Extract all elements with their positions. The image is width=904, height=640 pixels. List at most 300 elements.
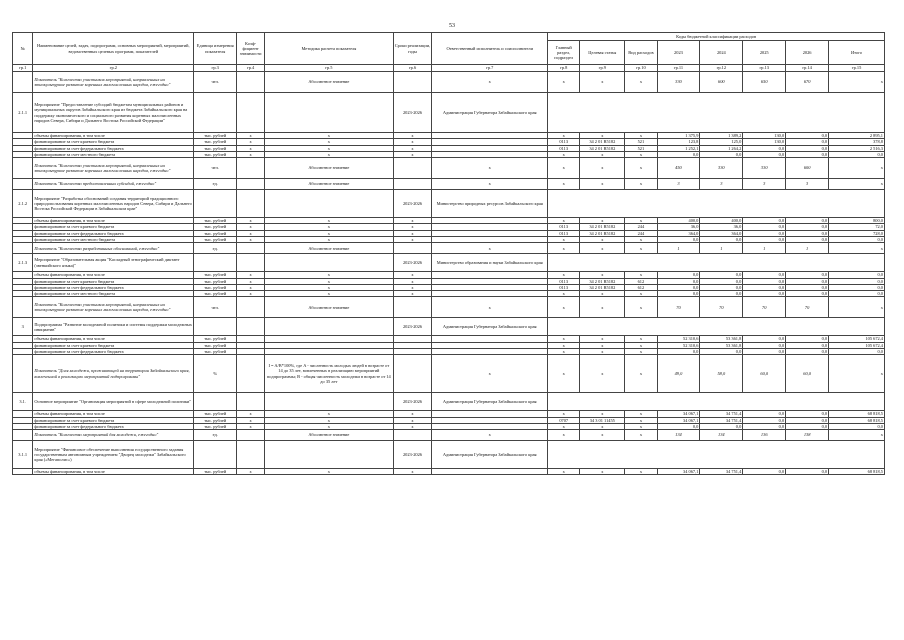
unit-cell: тыс. рублей — [194, 218, 237, 224]
method-cell: x — [265, 284, 394, 290]
coef-cell: x — [237, 423, 265, 429]
method-cell: x — [265, 145, 394, 151]
coef-cell — [237, 190, 265, 218]
method-cell: Абсолютное значение — [265, 158, 394, 179]
vid-cell: x — [625, 430, 657, 441]
unit-cell — [194, 318, 237, 336]
stat-cell: x — [580, 158, 625, 179]
y2024-cell: 3 — [700, 179, 743, 190]
y2023-cell: 34 067,1 — [657, 417, 700, 423]
glav-cell: 0113 — [548, 230, 580, 236]
coef-cell: x — [237, 278, 265, 284]
resp-cell: x — [432, 243, 548, 254]
glav-cell: x — [548, 151, 580, 157]
y2024-cell: 0,0 — [700, 151, 743, 157]
stat-cell: x — [580, 72, 625, 93]
stat-cell: 34 2 01 R5182 — [580, 278, 625, 284]
vid-cell: 521 — [625, 139, 657, 145]
y2023-cell: 0,0 — [657, 348, 700, 354]
y2025-cell: 70 — [743, 297, 786, 318]
method-cell: I = A/B*100%, где A - численность молодых людей в возрасте от 14 до 35 лет, вовлеченных в реализацию мероприятий подпрограммы; B - общая численность молодежи в возрасте от 14 до 35 лет — [265, 355, 394, 393]
unit-cell: тыс. рублей — [194, 348, 237, 354]
y2026-cell: 0,0 — [786, 151, 829, 157]
term-cell: x — [393, 423, 432, 429]
y2023-cell: 0,0 — [657, 272, 700, 278]
coef-cell: x — [237, 133, 265, 139]
codes-filler-cell — [548, 393, 885, 411]
y2026-cell: 0,0 — [786, 291, 829, 297]
y2025-cell: 0,0 — [743, 291, 786, 297]
glav-cell: x — [548, 236, 580, 242]
y2026-cell: 0,0 — [786, 342, 829, 348]
y2025-cell: 0,0 — [743, 218, 786, 224]
coef-cell — [237, 254, 265, 272]
y2023-cell: 330 — [657, 72, 700, 93]
total-cell: 105 672,4 — [829, 342, 885, 348]
y2025-cell: 0,0 — [743, 417, 786, 423]
term-cell: x — [393, 224, 432, 230]
indicator-row — [13, 72, 885, 93]
num-cell — [13, 179, 33, 190]
unit-cell: чел. — [194, 72, 237, 93]
y2023-cell: 1 375,9 — [657, 133, 700, 139]
y2024-cell: 0,0 — [700, 348, 743, 354]
y2023-cell: 3 — [657, 179, 700, 190]
name-cell: Основное мероприятие "Организация мероприятий в сфере молодежной политики" — [33, 393, 194, 411]
resp-cell: Администрация Губернатора Забайкальского края — [432, 441, 548, 469]
term-cell: 2023-2026 — [393, 318, 432, 336]
y2025-cell: 130,0 — [743, 133, 786, 139]
method-cell: x — [265, 291, 394, 297]
y2025-cell: 0,0 — [743, 411, 786, 417]
column-index-cell: гр.8 — [548, 65, 580, 72]
method-cell: x — [265, 133, 394, 139]
y2023-cell: 0,0 — [657, 291, 700, 297]
y2024-cell: 0,0 — [700, 272, 743, 278]
activity-row — [13, 254, 885, 272]
name-cell: финансирование за счет федерального бюджета — [33, 284, 194, 290]
glav-cell: x — [548, 355, 580, 393]
y2024-cell: 0,0 — [700, 284, 743, 290]
y2025-cell: 650 — [743, 72, 786, 93]
y2024-cell: 0,0 — [700, 423, 743, 429]
y2026-cell: 0,0 — [786, 469, 829, 475]
name-cell: Показатель "Количество участников мероприятий, направленных на этнокультурное развитие коренных малочисленных народов, ежегодно" — [33, 72, 194, 93]
method-cell: x — [265, 272, 394, 278]
column-index-cell: гр.5 — [265, 65, 394, 72]
y2026-cell: 0,0 — [786, 224, 829, 230]
name-cell: финансирование за счет федерального бюджета — [33, 348, 194, 354]
num-cell — [13, 158, 33, 179]
name-cell: финансирование за счет местного бюджета — [33, 236, 194, 242]
coef-cell: x — [237, 291, 265, 297]
term-cell — [393, 179, 432, 190]
y2024-cell: 58,0 — [700, 355, 743, 393]
codes-filler-cell — [548, 190, 885, 218]
column-index-cell: гр.15 — [829, 65, 885, 72]
y2026-cell: 70 — [786, 297, 829, 318]
y2024-cell: 0,0 — [700, 236, 743, 242]
y2024-cell: 134 — [700, 430, 743, 441]
column-index-cell: гр.13 — [743, 65, 786, 72]
stat-cell: 34 2 01 R5182 — [580, 224, 625, 230]
y2023-cell: 364,0 — [657, 230, 700, 236]
method-cell: x — [265, 139, 394, 145]
y2024-cell: 53 361,8 — [700, 336, 743, 342]
name-cell: объемы финансирования, в том числе — [33, 133, 194, 139]
indicator-row — [13, 430, 885, 441]
term-cell — [393, 72, 432, 93]
total-cell: 728,0 — [829, 230, 885, 236]
y2023-cell: 0,0 — [657, 151, 700, 157]
column-index-cell: гр.2 — [33, 65, 194, 72]
total-cell: 105 672,4 — [829, 336, 885, 342]
num-cell: 2.1.1 — [13, 93, 33, 133]
y2025-cell: 330 — [743, 158, 786, 179]
unit-cell: тыс. рублей — [194, 411, 237, 417]
y2025-cell: 0,0 — [743, 342, 786, 348]
vid-cell: x — [625, 417, 657, 423]
header-stat: Целевая статья — [580, 41, 625, 65]
total-cell: 72,0 — [829, 224, 885, 230]
unit-cell: тыс. рублей — [194, 291, 237, 297]
unit-cell: % — [194, 355, 237, 393]
num-cell — [13, 469, 33, 475]
coef-cell: x — [237, 151, 265, 157]
method-cell: Абсолютное значение — [265, 72, 394, 93]
term-cell: 2023-2026 — [393, 393, 432, 411]
vid-cell: x — [625, 272, 657, 278]
y2025-cell: 0,0 — [743, 230, 786, 236]
total-cell: 68 818,5 — [829, 469, 885, 475]
y2023-cell: 450 — [657, 158, 700, 179]
total-cell: 0,0 — [829, 291, 885, 297]
term-cell — [393, 297, 432, 318]
unit-cell — [194, 254, 237, 272]
stat-cell: x — [580, 243, 625, 254]
name-cell: объемы финансирования, в том числе — [33, 218, 194, 224]
y2024-cell: 34 751,4 — [700, 417, 743, 423]
vid-cell: x — [625, 236, 657, 242]
header-method: Методика расчета показателя — [265, 33, 394, 65]
term-cell: 2023-2026 — [393, 190, 432, 218]
stat-cell: 34 3 01 11455 — [580, 417, 625, 423]
glav-cell: x — [548, 469, 580, 475]
activity-row — [13, 190, 885, 218]
coef-cell — [237, 179, 265, 190]
y2026-cell: 0,0 — [786, 284, 829, 290]
resp-cell: Министерство природных ресурсов Забайкальского края — [432, 190, 548, 218]
stat-cell: x — [580, 430, 625, 441]
y2023-cell: 34 067,1 — [657, 469, 700, 475]
vid-cell: x — [625, 179, 657, 190]
total-cell: 2 895,1 — [829, 133, 885, 139]
glav-cell: x — [548, 342, 580, 348]
name-cell: Мероприятие "Финансовое обеспечение выполнения государственного задания государственным автономным учреждением "Дворец молодежи" Забайкальского края («Мегаполис») — [33, 441, 194, 469]
header-name: Наименование целей, задач, подпрограмм, основных мероприятий, мероприятий, ведомственных целевых программ, показателей — [33, 33, 194, 65]
name-cell: финансирование за счет краевого бюджета — [33, 417, 194, 423]
header-term: Сроки реализации, годы — [393, 33, 432, 65]
term-cell — [393, 355, 432, 393]
coef-cell: x — [237, 224, 265, 230]
y2023-cell: 52 310,6 — [657, 342, 700, 348]
vid-cell: x — [625, 72, 657, 93]
coef-cell: x — [237, 411, 265, 417]
y2023-cell: 0,0 — [657, 278, 700, 284]
coef-cell: x — [237, 272, 265, 278]
resp-cell: Администрация Губернатора Забайкальского края — [432, 393, 548, 411]
y2024-cell: 34 751,4 — [700, 411, 743, 417]
method-cell: Абсолютное значение — [265, 297, 394, 318]
header-coef: Коэффициент значимости — [237, 33, 265, 65]
coef-cell: x — [237, 139, 265, 145]
activity-row — [13, 441, 885, 469]
coef-cell: x — [237, 284, 265, 290]
num-cell: 3.1. — [13, 393, 33, 411]
glav-cell: 0113 — [548, 284, 580, 290]
glav-cell: x — [548, 348, 580, 354]
vid-cell: x — [625, 158, 657, 179]
total-cell: x — [829, 355, 885, 393]
total-cell: 2 516,3 — [829, 145, 885, 151]
glav-cell: x — [548, 72, 580, 93]
column-index-cell: гр.1 — [13, 65, 33, 72]
indicator-row — [13, 158, 885, 179]
y2026-cell: 0,0 — [786, 348, 829, 354]
y2025-cell: 0,0 — [743, 284, 786, 290]
method-cell: Абсолютное значение — [265, 179, 394, 190]
column-index-cell: гр.9 — [580, 65, 625, 72]
y2023-cell: 1 — [657, 243, 700, 254]
column-index-cell: гр.11 — [657, 65, 700, 72]
term-cell: x — [393, 411, 432, 417]
indicator-row — [13, 297, 885, 318]
y2023-cell: 0,0 — [657, 423, 700, 429]
unit-cell: тыс. рублей — [194, 230, 237, 236]
glav-cell: x — [548, 297, 580, 318]
stat-cell: x — [580, 179, 625, 190]
glav-cell: x — [548, 423, 580, 429]
term-cell: x — [393, 291, 432, 297]
header-2024: 2024 — [700, 41, 743, 65]
y2023-cell: 0,0 — [657, 236, 700, 242]
total-cell: 68 818,5 — [829, 411, 885, 417]
resp-cell: x — [432, 430, 548, 441]
page-number: 53 — [449, 23, 455, 29]
codes-filler-cell — [548, 318, 885, 336]
name-cell: Показатель "Доля молодежи, проживающей на территории Забайкальского края, вовлеченной в реализацию мероприятий подпрограммы" — [33, 355, 194, 393]
header-num: № — [13, 33, 33, 65]
y2025-cell: 0,0 — [743, 151, 786, 157]
stat-cell: x — [580, 297, 625, 318]
y2025-cell: 1 — [743, 243, 786, 254]
unit-cell: чел. — [194, 297, 237, 318]
vid-cell: x — [625, 151, 657, 157]
term-cell: x — [393, 230, 432, 236]
column-index-cell: гр.7 — [432, 65, 548, 72]
glav-cell: 0707 — [548, 417, 580, 423]
unit-cell: тыс. рублей — [194, 145, 237, 151]
header-total: Итого — [829, 41, 885, 65]
y2026-cell: 0,0 — [786, 423, 829, 429]
num-cell — [13, 430, 33, 441]
glav-cell: 0113 — [548, 278, 580, 284]
glav-cell: x — [548, 158, 580, 179]
y2025-cell: 3 — [743, 179, 786, 190]
num-cell: 3.1.1 — [13, 441, 33, 469]
resp-cell: x — [432, 72, 548, 93]
y2026-cell: 0,0 — [786, 133, 829, 139]
coef-cell: x — [237, 230, 265, 236]
total-cell: x — [829, 179, 885, 190]
name-cell: финансирование за счет краевого бюджета — [33, 139, 194, 145]
header-2023: 2023 — [657, 41, 700, 65]
total-cell: 0,0 — [829, 151, 885, 157]
unit-cell: тыс. рублей — [194, 342, 237, 348]
coef-cell — [237, 243, 265, 254]
glav-cell: x — [548, 218, 580, 224]
name-cell: финансирование за счет федерального бюджета — [33, 423, 194, 429]
header-resp: Ответственный исполнитель и соисполнители — [432, 33, 548, 65]
name-cell: финансирование за счет краевого бюджета — [33, 224, 194, 230]
name-cell: финансирование за счет федерального бюджета — [33, 145, 194, 151]
term-cell: x — [393, 278, 432, 284]
coef-cell — [237, 93, 265, 133]
y2023-cell: 36,0 — [657, 224, 700, 230]
y2023-cell: 0,0 — [657, 284, 700, 290]
y2024-cell: 53 361,8 — [700, 342, 743, 348]
y2023-cell: 52 310,6 — [657, 336, 700, 342]
column-index-cell: гр.3 — [194, 65, 237, 72]
unit-cell: тыс. рублей — [194, 469, 237, 475]
stat-cell: x — [580, 133, 625, 139]
stat-cell: x — [580, 355, 625, 393]
name-cell: Мероприятие "Образовательная акция "Касладный этнографический диктант (эвенкийского языка)" — [33, 254, 194, 272]
method-cell: Абсолютное значение — [265, 430, 394, 441]
stat-cell: 34 2 01 R5182 — [580, 139, 625, 145]
y2026-cell: 0,0 — [786, 230, 829, 236]
vid-cell: x — [625, 218, 657, 224]
method-cell: x — [265, 230, 394, 236]
glav-cell: x — [548, 291, 580, 297]
vid-cell: 244 — [625, 230, 657, 236]
name-cell: Показатель "Количество участников мероприятий, направленных на этнокультурное развитие коренных малочисленных народов, ежегодно" — [33, 297, 194, 318]
name-cell: финансирование за счет краевого бюджета — [33, 342, 194, 348]
y2024-cell: 600 — [700, 72, 743, 93]
term-cell: x — [393, 284, 432, 290]
name-cell: объемы финансирования, в том числе — [33, 272, 194, 278]
total-cell: 0,0 — [829, 423, 885, 429]
method-cell: x — [265, 417, 394, 423]
y2024-cell: 34 751,4 — [700, 469, 743, 475]
name-cell: финансирование за счет местного бюджета — [33, 151, 194, 157]
column-index-cell: гр.10 — [625, 65, 657, 72]
header-vid: Вид расходов — [625, 41, 657, 65]
num-cell: 3 — [13, 318, 33, 336]
y2026-cell: 60,0 — [786, 355, 829, 393]
unit-cell: ед. — [194, 243, 237, 254]
method-cell: x — [265, 151, 394, 157]
term-cell: 2023-2026 — [393, 254, 432, 272]
term-cell: x — [393, 151, 432, 157]
y2025-cell: 130,0 — [743, 139, 786, 145]
method-cell: x — [265, 423, 394, 429]
unit-cell: тыс. рублей — [194, 151, 237, 157]
y2025-cell: 0,0 — [743, 423, 786, 429]
unit-cell: тыс. рублей — [194, 278, 237, 284]
resp-cell: x — [432, 158, 548, 179]
name-cell: финансирование за счет федерального бюджета — [33, 230, 194, 236]
indicator-row — [13, 179, 885, 190]
glav-cell: x — [548, 272, 580, 278]
unit-cell: тыс. рублей — [194, 139, 237, 145]
header-codes-group: Коды бюджетной классификации расходов — [548, 33, 885, 41]
resp-cell: Администрация Губернатора Забайкальского края — [432, 318, 548, 336]
unit-cell: тыс. рублей — [194, 133, 237, 139]
unit-cell — [194, 190, 237, 218]
y2024-cell: 0,0 — [700, 278, 743, 284]
vid-cell: x — [625, 133, 657, 139]
vid-cell: x — [625, 336, 657, 342]
term-cell: x — [393, 469, 432, 475]
y2025-cell: 0,0 — [743, 348, 786, 354]
y2024-cell: 0,0 — [700, 291, 743, 297]
vid-cell: x — [625, 243, 657, 254]
name-cell: объемы финансирования, в том числе — [33, 411, 194, 417]
vid-cell: x — [625, 469, 657, 475]
name-cell: Подпрограмма "Развитие молодежной политики и системы поддержки молодежных инициатив" — [33, 318, 194, 336]
y2026-cell: 0,0 — [786, 218, 829, 224]
coef-cell — [237, 430, 265, 441]
y2025-cell: 0,0 — [743, 278, 786, 284]
name-cell: финансирование за счет краевого бюджета — [33, 278, 194, 284]
stat-cell: x — [580, 411, 625, 417]
glav-cell: x — [548, 411, 580, 417]
term-cell: x — [393, 145, 432, 151]
total-cell: 0,0 — [829, 236, 885, 242]
method-cell: x — [265, 278, 394, 284]
term-cell: 2023-2026 — [393, 441, 432, 469]
y2025-cell: 0,0 — [743, 145, 786, 151]
indicator-row — [13, 243, 885, 254]
resp-cell: Администрация Губернатора Забайкальского края — [432, 93, 548, 133]
total-cell: x — [829, 243, 885, 254]
name-cell: объемы финансирования, в том числе — [33, 469, 194, 475]
method-cell: x — [265, 469, 394, 475]
header-2025: 2025 — [743, 41, 786, 65]
glav-cell: 0113 — [548, 224, 580, 230]
num-cell — [13, 243, 33, 254]
y2025-cell: 0,0 — [743, 336, 786, 342]
name-cell: объемы финансирования, в том числе — [33, 336, 194, 342]
unit-cell — [194, 393, 237, 411]
y2025-cell: 60,0 — [743, 355, 786, 393]
vid-cell: x — [625, 342, 657, 348]
y2023-cell: 123,8 — [657, 139, 700, 145]
coef-cell — [237, 297, 265, 318]
y2024-cell: 36,0 — [700, 224, 743, 230]
num-cell: 2.1.2 — [13, 190, 33, 218]
method-cell — [265, 190, 394, 218]
stat-cell: x — [580, 151, 625, 157]
y2026-cell: 600 — [786, 158, 829, 179]
method-cell: Абсолютное значение — [265, 243, 394, 254]
vid-cell: 612 — [625, 284, 657, 290]
total-cell: 0,0 — [829, 284, 885, 290]
y2026-cell: 0,0 — [786, 236, 829, 242]
header-unit: Единица измерения показателя — [194, 33, 237, 65]
vid-cell: 521 — [625, 145, 657, 151]
